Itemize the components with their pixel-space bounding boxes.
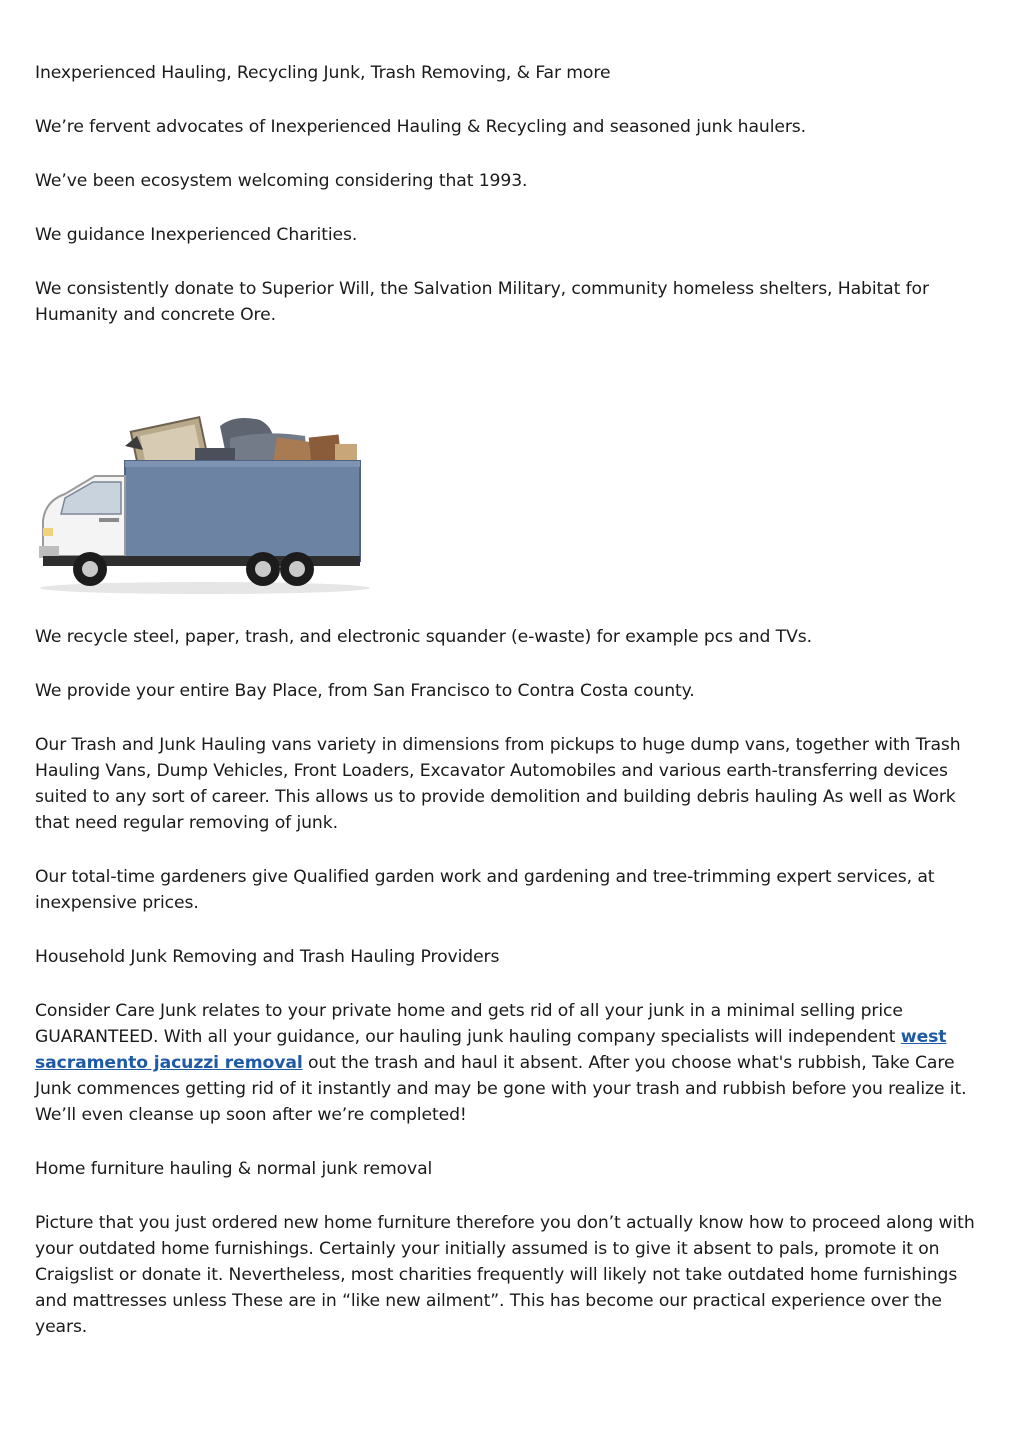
paragraph-advocates: We’re fervent advocates of Inexperienced Hauling & Recycling and seasoned junk haulers. — [35, 117, 807, 137]
heading-furniture-hauling: Home furniture hauling & normal junk removal — [35, 1159, 433, 1179]
jacuzzi-removal-link[interactable]: west sacramento jacuzzi removal — [35, 1027, 947, 1073]
link-paragraph-after: out the trash and haul it absent. After you choose what's rubbish, Take Care Junk commences getting rid of it instantly and may be gone with your trash and rubbish before you realize it. We’ll even cleanse up soon after we’re completed! — [35, 1053, 967, 1125]
paragraph-vans: Our Trash and Junk Hauling vans variety in dimensions from pickups to huge dump vans, together with Trash Hauling Vans, Dump Vehicles, Front Loaders, Excavator Automobiles and various earth-transferring devices suited to any sort of career. This allows us to provide demolition and building debris hauling As well as Work that need regular removing of junk. — [35, 735, 961, 833]
paragraph-donations: We consistently donate to Superior Will, the Salvation Military, community homeless shelters, Habitat for Humanity and concrete Ore. — [35, 279, 929, 325]
link-paragraph-before: Consider Care Junk relates to your private home and gets rid of all your junk in a minimal selling price GUARANTEED. With all your guidance, our hauling junk hauling company specialists will independent — [35, 1001, 903, 1047]
paragraph-charities: We guidance Inexperienced Charities. — [35, 225, 358, 245]
paragraph-new-furniture: Picture that you just ordered new home furniture therefore you don’t actually know how to proceed along with your outdated home furnishings. Certainly your initially assumed is to give it absent to pals, promote it on Craigslist or donate it. Nevertheless, most charities frequently will likely not take outdated home furnishings and mattresses unless These are in “like new ailment”. This has become our practical experience over the years. — [35, 1213, 975, 1337]
paragraph-take-care-junk — [35, 998, 985, 1128]
truck-cab — [39, 476, 125, 558]
paragraph-recycle: We recycle steel, paper, trash, and electronic squander (e-waste) for example pcs and TVs. — [35, 627, 812, 647]
heading-household-junk: Household Junk Removing and Trash Hauling Providers — [35, 947, 500, 967]
paragraph-gardeners: Our total-time gardeners give Qualified garden work and gardening and tree-trimming expert services, at inexpensive prices. — [35, 867, 935, 913]
document-page — [35, 60, 985, 1368]
truck-image — [35, 406, 375, 596]
paragraph-since-1993: We’ve been ecosystem welcoming considering that 1993. — [35, 171, 528, 191]
cargo-box — [125, 461, 360, 561]
moving-truck-icon — [35, 406, 375, 596]
heading-green-hauling: Inexperienced Hauling, Recycling Junk, Trash Removing, & Far more — [35, 63, 611, 83]
paragraph-bay-area: We provide your entire Bay Place, from San Francisco to Contra Costa county. — [35, 681, 695, 701]
